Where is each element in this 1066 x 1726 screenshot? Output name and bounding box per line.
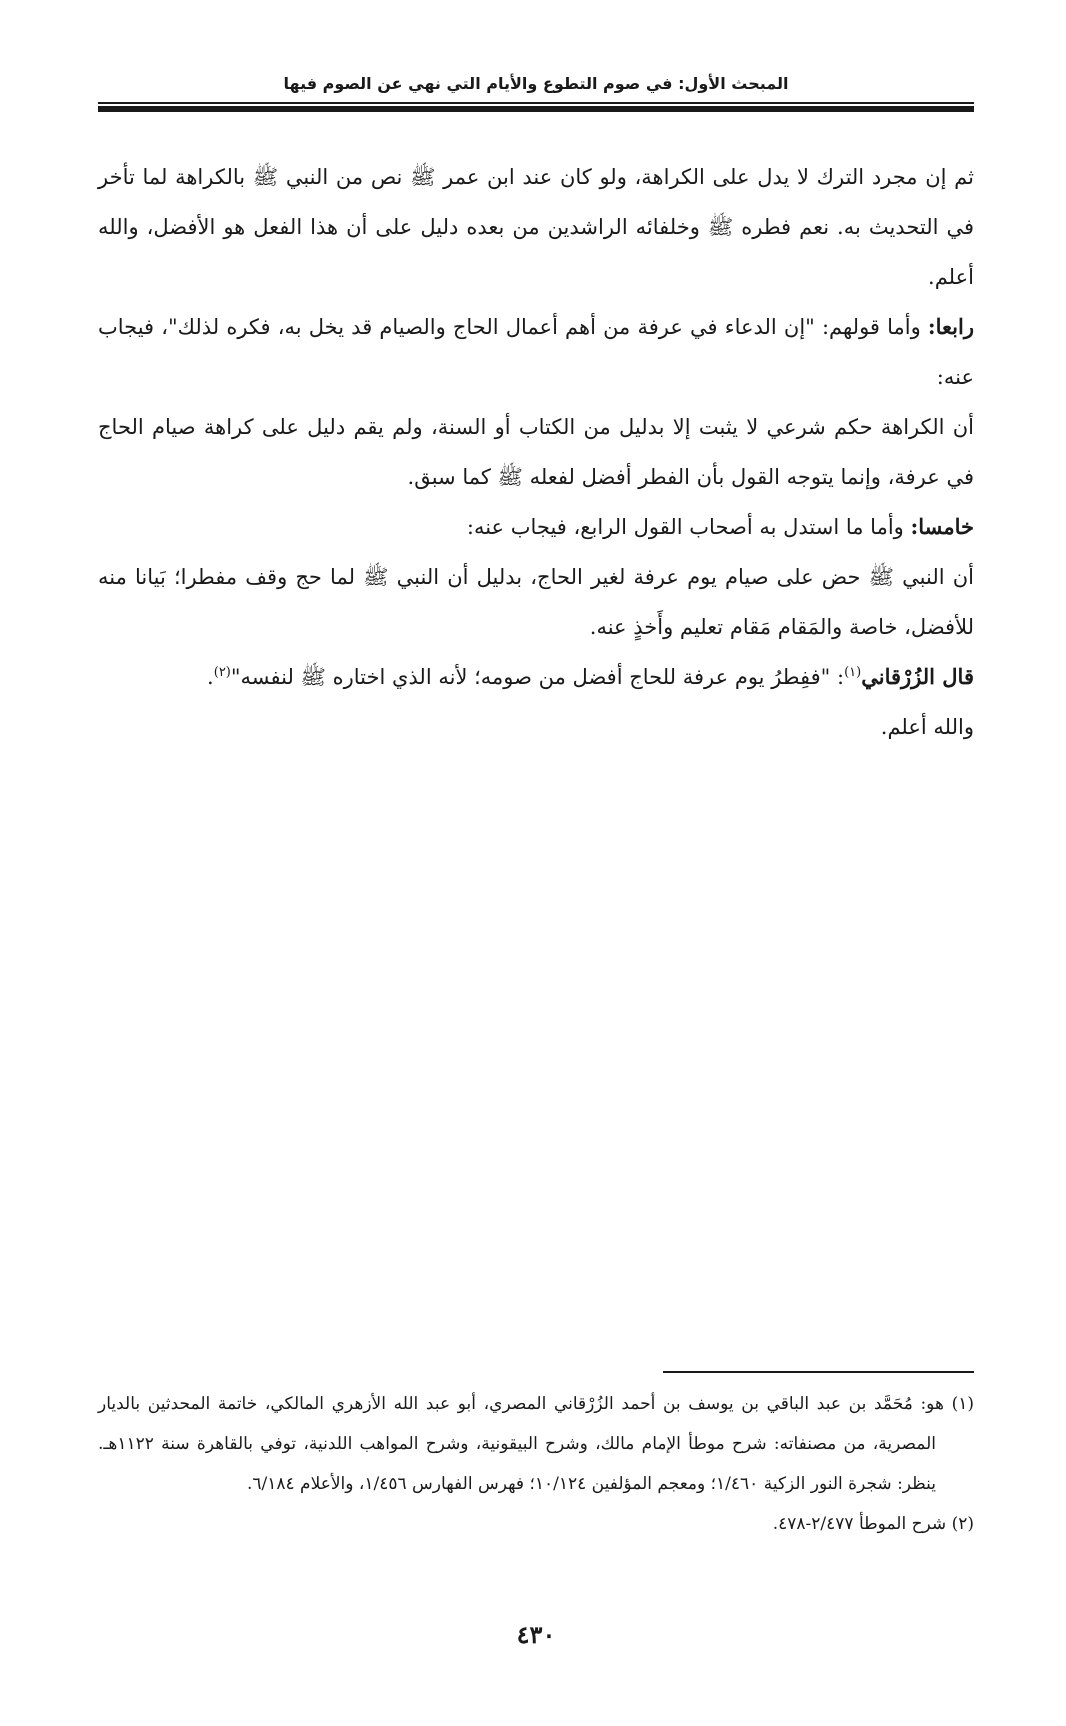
paragraph-text: ثم إن مجرد الترك لا يدل على الكراهة، ولو كان عند ابن عمر ﷺ نص من النبي ﷺ بالكراهة لما تأخر في التحديث به. نعم فطره ﷺ وخلفائه الراشدين من بعده دليل على أن هذا الفعل هو الأفضل، والله أعلم. (98, 165, 974, 289)
quote-end: . (207, 665, 214, 689)
footnote-separator (663, 1371, 974, 1373)
header-rule-thin (98, 102, 974, 104)
paragraph-lead: رابعا: (927, 314, 974, 339)
footnote-item: (١) هو: مُحَمَّد بن عبد الباقي بن يوسف بن أحمد الزُرْقاني المصري، أبو عبد الله الأزهري المالكي، خاتمة المحدثين بالديار المصرية، من مصنفاته: شرح موطأ الإمام مالك، وشرح البيقونية، وشرح المواهب اللدنية، توفي بالقاهرة سنة ١١٢٢هـ. ينظر: شجرة النور الزكية ١/٤٦٠؛ ومعجم المؤلفين ١٠/١٢٤؛ فهرس الفهارس ١/٤٥٦، والأعلام ٦/١٨٤. (98, 1394, 974, 1494)
paragraph-text: وأما ما استدل به أصحاب القول الرابع، فيجاب عنه: (466, 515, 911, 539)
paragraph (98, 552, 974, 652)
footnotes (98, 1384, 974, 1544)
paragraph-text: وأما قولهم: "إن الدعاء في عرفة من أهم أعمال الحاج والصيام قد يخل به، فكره لذلك"، فيجاب عنه: (98, 315, 974, 389)
quote-lead: قال الزُرْقاني (861, 664, 974, 689)
footnote-ref-1[interactable]: (١) (844, 665, 862, 680)
paragraph (98, 152, 974, 302)
footnote-item: (٢) شرح الموطأ ٢/٤٧٧-٤٧٨. (772, 1514, 974, 1534)
footnote-ref-2[interactable]: (٢) (213, 665, 231, 680)
closing-line: والله أعلم. (880, 715, 974, 739)
paragraph-text: أن الكراهة حكم شرعي لا يثبت إلا بدليل من الكتاب أو السنة، ولم يقم دليل على كراهة صيام الحاج في عرفة، وإنما يتوجه القول بأن الفطر أفضل لفعله ﷺ كما سبق. (98, 415, 974, 489)
paragraph-text: أن النبي ﷺ حض على صيام يوم عرفة لغير الحاج، بدليل أن النبي ﷺ لما حج وقف مفطرا؛ بَيانا منه للأفضل، خاصة والمَقام مَقام تعليم وأَخذٍ عنه. (98, 565, 974, 639)
running-header: المبحث الأول: في صوم التطوع والأيام التي نهي عن الصوم فيها (283, 74, 789, 93)
paragraph (98, 502, 974, 552)
header-rule-thick (98, 106, 974, 112)
page-number: ٤٣٠ (516, 1620, 556, 1649)
main-text (98, 152, 974, 752)
paragraph-lead: خامسا: (910, 514, 974, 539)
quote-text: : "ففِطرُ يوم عرفة للحاج أفضل من صومه؛ لأنه الذي اختاره ﷺ لنفسه" (230, 665, 845, 689)
paragraph (98, 402, 974, 502)
paragraph (98, 302, 974, 402)
quote-paragraph (98, 652, 974, 702)
